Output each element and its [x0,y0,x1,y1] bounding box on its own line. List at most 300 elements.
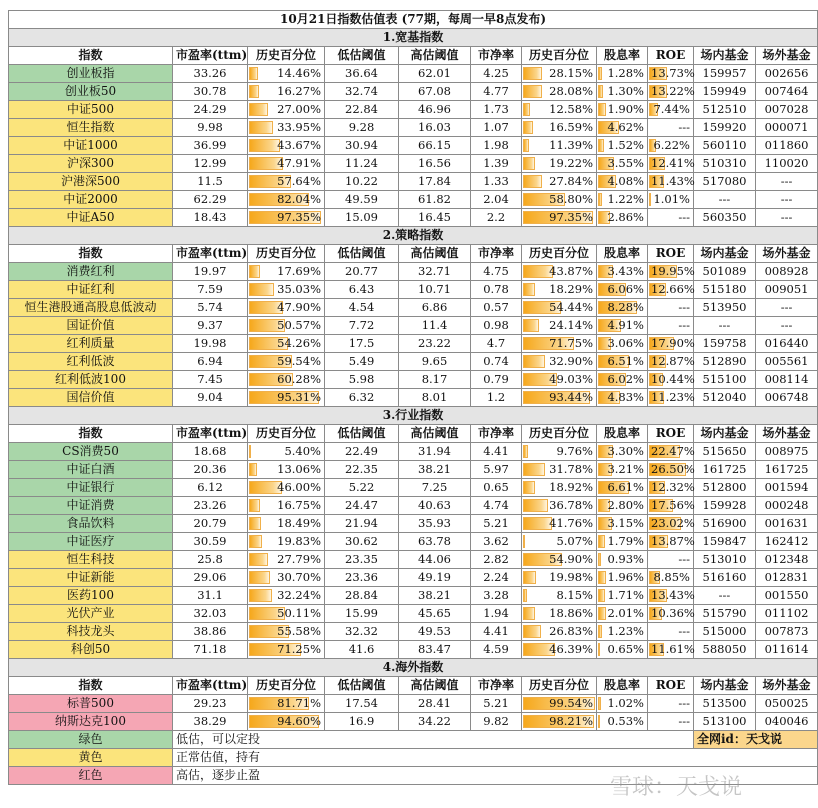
percentile-value: 14.46% [277,66,321,80]
index-name: 医药100 [9,587,173,605]
pe-value: 19.97 [173,263,248,281]
roe-cell [648,281,694,299]
high-threshold: 32.71 [399,263,471,281]
dividend-bar [598,85,603,98]
percentile-value: 28.15% [549,66,593,80]
dividend-cell [597,101,648,119]
pb-value: 2.2 [471,209,522,227]
roe-value: 19.95% [651,264,695,278]
table-row [9,569,818,587]
index-name: 恒生港股通高股息低波动 [9,299,173,317]
percentile-value: 94.60% [277,714,321,728]
high-threshold: 8.17 [399,371,471,389]
pb-value: 0.98 [471,317,522,335]
table-row [9,65,818,83]
index-name: 创业板50 [9,83,173,101]
offsite-fund: 011102 [756,605,818,623]
percentile-cell [248,137,325,155]
index-name: 中证A50 [9,209,173,227]
onsite-fund: 159949 [694,83,756,101]
percentile-value: 27.79% [277,552,321,566]
column-header: 市盈率(ttm) [173,245,248,263]
dividend-cell [597,479,648,497]
roe-cell [648,353,694,371]
percentile-value: 50.11% [277,606,321,620]
percentile-value: 30.70% [277,570,321,584]
dividend-value: 2.86% [607,210,644,224]
dividend-cell [597,353,648,371]
column-header: 场外基金 [756,425,818,443]
dividend-cell [597,263,648,281]
pe-value: 29.06 [173,569,248,587]
percentile-cell [522,191,597,209]
percentile-cell [522,299,597,317]
percentile-bar [523,607,535,620]
index-name: 国证价值 [9,317,173,335]
percentile-cell [248,641,325,659]
roe-value: --- [678,552,690,566]
percentile-value: 71.25% [277,642,321,656]
low-threshold: 16.9 [325,713,399,731]
low-threshold: 9.28 [325,119,399,137]
legend-description: 正常估值，持有 [173,749,818,767]
column-header: 场内基金 [694,677,756,695]
percentile-value: 47.91% [277,156,321,170]
onsite-fund: 159920 [694,119,756,137]
percentile-value: 50.57% [277,318,321,332]
onsite-fund: 159928 [694,497,756,515]
pe-value: 31.1 [173,587,248,605]
percentile-value: 98.21% [549,714,593,728]
index-name: CS消费50 [9,443,173,461]
dividend-value: 3.21% [607,462,644,476]
low-threshold: 41.6 [325,641,399,659]
dividend-cell [597,515,648,533]
offsite-fund: 000248 [756,497,818,515]
offsite-fund: 008928 [756,263,818,281]
high-threshold: 45.65 [399,605,471,623]
low-threshold: 5.22 [325,479,399,497]
index-name: 光伏产业 [9,605,173,623]
column-header: 市净率 [471,425,522,443]
offsite-fund: --- [756,209,818,227]
percentile-bar [249,121,273,134]
pe-value: 38.29 [173,713,248,731]
index-name: 消费红利 [9,263,173,281]
index-name: 中证银行 [9,479,173,497]
column-header: ROE [648,425,694,443]
percentile-cell [522,641,597,659]
percentile-cell [248,155,325,173]
column-header: 市盈率(ttm) [173,47,248,65]
percentile-value: 28.08% [549,84,593,98]
percentile-value: 5.07% [556,534,593,548]
dividend-bar [598,571,606,584]
dividend-cell [597,191,648,209]
roe-cell [648,119,694,137]
percentile-cell [522,173,597,191]
roe-value: 10.36% [651,606,695,620]
table-row [9,83,818,101]
roe-cell [648,191,694,209]
offsite-fund: 008975 [756,443,818,461]
onsite-fund: 513010 [694,551,756,569]
pe-value: 71.18 [173,641,248,659]
offsite-fund: 006748 [756,389,818,407]
high-threshold: 35.93 [399,515,471,533]
legend-description: 低估，可以定投 [173,731,694,749]
onsite-fund: 512890 [694,353,756,371]
percentile-cell [248,569,325,587]
onsite-fund: 512510 [694,101,756,119]
low-threshold: 17.5 [325,335,399,353]
roe-cell [648,65,694,83]
roe-cell [648,515,694,533]
percentile-value: 32.90% [549,354,593,368]
column-header: 场外基金 [756,245,818,263]
dividend-cell [597,551,648,569]
onsite-fund: 159847 [694,533,756,551]
low-threshold: 6.43 [325,281,399,299]
roe-cell [648,209,694,227]
table-row [9,461,818,479]
pb-value: 1.39 [471,155,522,173]
percentile-bar [523,67,542,80]
column-header: 场外基金 [756,677,818,695]
onsite-fund: 512040 [694,389,756,407]
pb-value: 3.62 [471,533,522,551]
section-row [9,407,818,425]
roe-value: 7.44% [653,102,690,116]
legend-color-label: 绿色 [9,731,173,749]
dividend-value: 1.02% [607,696,644,710]
percentile-bar [523,157,535,170]
column-header: 历史百分位 [248,677,325,695]
low-threshold: 7.72 [325,317,399,335]
roe-value: 1.01% [653,192,690,206]
percentile-cell [248,191,325,209]
percentile-cell [248,101,325,119]
percentile-bar [523,589,527,602]
high-threshold: 46.96 [399,101,471,119]
roe-cell [648,695,694,713]
pe-value: 36.99 [173,137,248,155]
pb-value: 0.57 [471,299,522,317]
offsite-fund: 050025 [756,695,818,713]
percentile-value: 18.92% [549,480,593,494]
onsite-fund: 513100 [694,713,756,731]
roe-value: 11.61% [651,642,695,656]
percentile-cell [522,263,597,281]
roe-value: 10.44% [651,372,695,386]
percentile-value: 19.83% [277,534,321,548]
dividend-cell [597,317,648,335]
roe-value: 12.87% [651,354,695,368]
table-row [9,443,818,461]
percentile-value: 8.15% [556,588,593,602]
dividend-value: 3.43% [607,264,644,278]
percentile-cell [248,263,325,281]
column-header: 市盈率(ttm) [173,425,248,443]
dividend-cell [597,605,648,623]
dividend-cell [597,335,648,353]
offsite-fund: 007873 [756,623,818,641]
percentile-cell [248,209,325,227]
pe-value: 19.98 [173,335,248,353]
dividend-value: 6.02% [607,372,644,386]
pb-value: 5.21 [471,515,522,533]
index-name: 恒生科技 [9,551,173,569]
dividend-cell [597,209,648,227]
pb-value: 4.41 [471,623,522,641]
column-header: 指数 [9,425,173,443]
pb-value: 1.94 [471,605,522,623]
roe-cell [648,101,694,119]
pb-value: 0.74 [471,353,522,371]
header-row [9,425,818,443]
roe-cell [648,317,694,335]
pb-value: 4.59 [471,641,522,659]
valuation-table [8,10,818,785]
index-name: 中证新能 [9,569,173,587]
percentile-bar [523,535,525,548]
column-header: 历史百分位 [522,425,597,443]
onsite-fund: 515100 [694,371,756,389]
percentile-cell [248,551,325,569]
percentile-cell [522,551,597,569]
pe-value: 30.78 [173,83,248,101]
percentile-cell [522,155,597,173]
offsite-fund: 016440 [756,335,818,353]
percentile-value: 18.49% [277,516,321,530]
high-threshold: 83.47 [399,641,471,659]
onsite-fund: --- [694,587,756,605]
percentile-value: 5.40% [284,444,321,458]
table-row [9,479,818,497]
high-threshold: 8.01 [399,389,471,407]
high-threshold: 40.63 [399,497,471,515]
pe-value: 62.29 [173,191,248,209]
low-threshold: 5.49 [325,353,399,371]
offsite-fund: 162412 [756,533,818,551]
roe-cell [648,371,694,389]
column-header: 场内基金 [694,245,756,263]
percentile-value: 11.39% [549,138,593,152]
percentile-value: 49.03% [549,372,593,386]
roe-value: --- [678,714,690,728]
percentile-cell [522,695,597,713]
index-name: 中证消费 [9,497,173,515]
roe-cell [648,497,694,515]
low-threshold: 22.35 [325,461,399,479]
high-threshold: 67.08 [399,83,471,101]
onsite-fund: 515000 [694,623,756,641]
roe-value: 8.85% [653,570,690,584]
high-threshold: 61.82 [399,191,471,209]
dividend-bar [598,553,601,566]
column-header: 市净率 [471,245,522,263]
high-threshold: 16.45 [399,209,471,227]
percentile-cell [248,479,325,497]
dividend-value: 2.01% [607,606,644,620]
percentile-cell [522,209,597,227]
low-threshold: 30.94 [325,137,399,155]
dividend-value: 1.90% [607,102,644,116]
roe-cell [648,533,694,551]
index-name: 纳斯达克100 [9,713,173,731]
percentile-bar [249,553,268,566]
pe-value: 25.8 [173,551,248,569]
percentile-value: 18.29% [549,282,593,296]
index-name: 恒生指数 [9,119,173,137]
percentile-value: 43.67% [277,138,321,152]
dividend-cell [597,65,648,83]
dividend-bar [598,103,606,116]
percentile-cell [248,461,325,479]
column-header: 股息率 [597,677,648,695]
index-name: 创业板指 [9,65,173,83]
table-row [9,587,818,605]
roe-value: 13.73% [651,66,695,80]
low-threshold: 22.49 [325,443,399,461]
roe-cell [648,335,694,353]
dividend-bar [598,715,600,728]
pb-value: 4.7 [471,335,522,353]
percentile-cell [522,569,597,587]
percentile-value: 55.58% [277,624,321,638]
percentile-cell [248,623,325,641]
pe-value: 9.04 [173,389,248,407]
pb-value: 4.41 [471,443,522,461]
roe-value: 26.50% [651,462,695,476]
high-threshold: 38.21 [399,461,471,479]
section-title: 3.行业指数 [9,407,818,425]
percentile-bar [523,445,528,458]
index-name: 标普500 [9,695,173,713]
dividend-bar [598,607,606,620]
percentile-cell [248,587,325,605]
dividend-value: 1.71% [607,588,644,602]
low-threshold: 21.94 [325,515,399,533]
percentile-value: 54.90% [549,552,593,566]
dividend-value: 6.51% [607,354,644,368]
onsite-fund: 510310 [694,155,756,173]
dividend-bar [598,193,602,206]
percentile-value: 99.54% [549,696,593,710]
low-threshold: 23.36 [325,569,399,587]
header-row [9,677,818,695]
percentile-value: 47.90% [277,300,321,314]
high-threshold: 7.25 [399,479,471,497]
pb-value: 4.74 [471,497,522,515]
roe-value: --- [678,318,690,332]
percentile-bar [249,517,261,530]
dividend-value: 6.06% [607,282,644,296]
legend-color-label: 黄色 [9,749,173,767]
dividend-cell [597,713,648,731]
dividend-cell [597,533,648,551]
low-threshold: 11.24 [325,155,399,173]
pe-value: 20.79 [173,515,248,533]
index-name: 沪深300 [9,155,173,173]
dividend-value: 1.96% [607,570,644,584]
dividend-value: 0.53% [607,714,644,728]
percentile-bar [523,571,536,584]
roe-cell [648,83,694,101]
onsite-fund: 516160 [694,569,756,587]
section-row [9,29,818,47]
percentile-cell [522,65,597,83]
onsite-fund: 513950 [694,299,756,317]
percentile-bar [249,139,280,152]
offsite-fund: 012831 [756,569,818,587]
low-threshold: 5.98 [325,371,399,389]
pb-value: 4.25 [471,65,522,83]
pe-value: 9.37 [173,317,248,335]
offsite-fund: 001631 [756,515,818,533]
dividend-bar [598,139,604,152]
low-threshold: 36.64 [325,65,399,83]
roe-value: 11.23% [651,390,695,404]
onsite-fund: 588050 [694,641,756,659]
roe-value: 22.47% [651,444,695,458]
column-header: 指数 [9,47,173,65]
column-header: 高估阈值 [399,47,471,65]
high-threshold: 34.22 [399,713,471,731]
percentile-value: 26.83% [549,624,593,638]
percentile-cell [248,65,325,83]
percentile-bar [523,481,535,494]
percentile-bar [523,103,530,116]
percentile-bar [249,535,262,548]
index-name: 中证2000 [9,191,173,209]
onsite-fund: 517080 [694,173,756,191]
section-title: 2.策略指数 [9,227,818,245]
roe-cell [648,551,694,569]
column-header: 指数 [9,677,173,695]
onsite-fund: 560110 [694,137,756,155]
percentile-value: 13.06% [277,462,321,476]
offsite-fund: 009051 [756,281,818,299]
percentile-value: 81.71% [277,696,321,710]
high-threshold: 10.71 [399,281,471,299]
percentile-value: 93.44% [549,390,593,404]
column-header: 市净率 [471,677,522,695]
table-row [9,299,818,317]
onsite-fund: 515180 [694,281,756,299]
dividend-bar [598,625,602,638]
high-threshold: 49.53 [399,623,471,641]
percentile-value: 97.35% [277,210,321,224]
pe-value: 11.5 [173,173,248,191]
percentile-cell [522,119,597,137]
percentile-cell [522,371,597,389]
percentile-value: 43.87% [549,264,593,278]
dividend-cell [597,443,648,461]
roe-value: 12.32% [651,480,695,494]
high-threshold: 6.86 [399,299,471,317]
offsite-fund: 040046 [756,713,818,731]
offsite-fund: 011614 [756,641,818,659]
roe-value: --- [678,624,690,638]
dividend-cell [597,497,648,515]
column-header: 场内基金 [694,47,756,65]
column-header: ROE [648,47,694,65]
high-threshold: 11.4 [399,317,471,335]
table-row [9,353,818,371]
percentile-cell [248,299,325,317]
percentile-cell [248,713,325,731]
